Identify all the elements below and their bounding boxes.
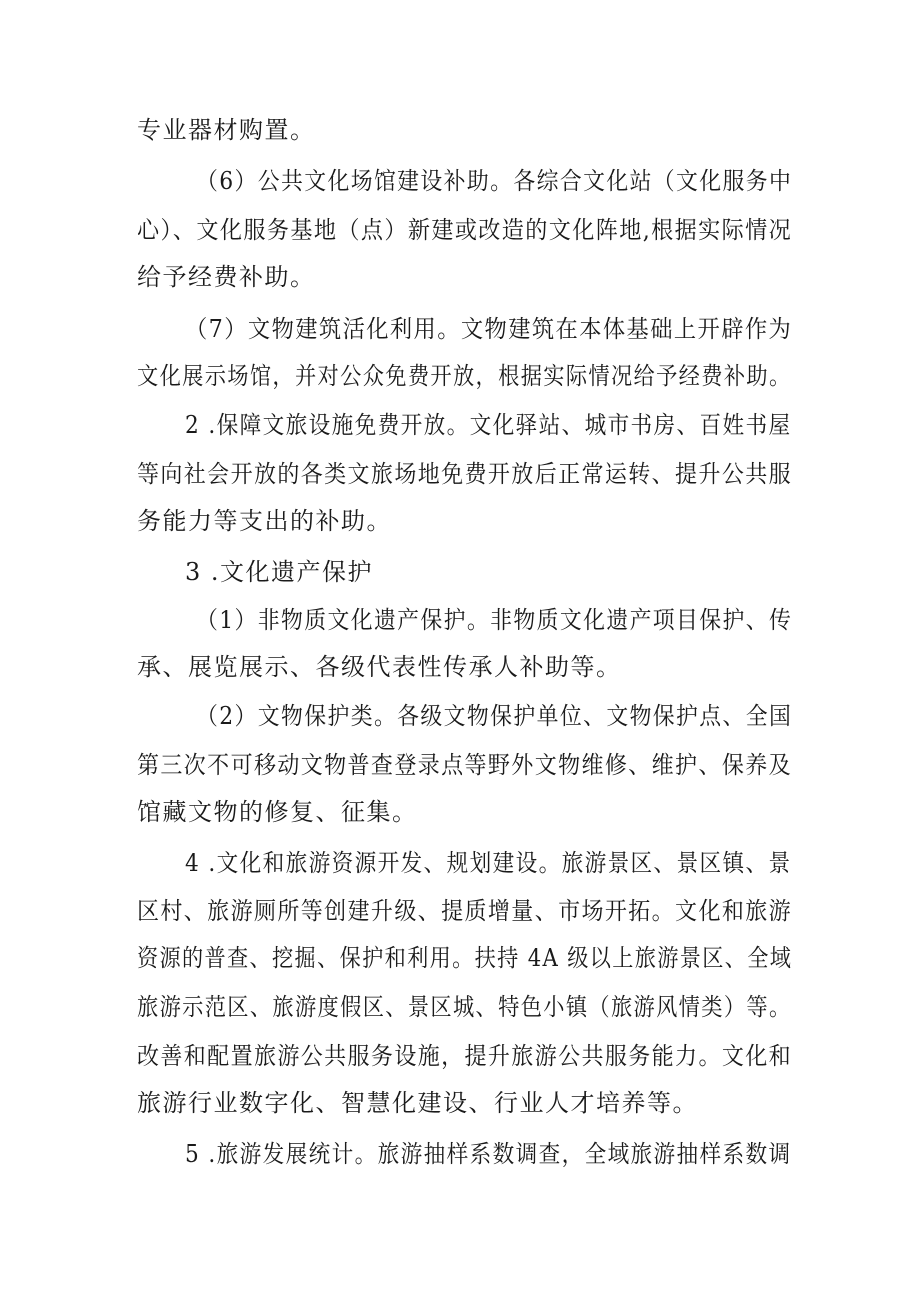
text-line: 改善和配置旅游公共服务设施，提升旅游公共服务能力。文化和 <box>137 1042 793 1070</box>
text-line: 等向社会开放的各类文旅场地免费开放后正常运转、提升公共服 <box>137 460 793 488</box>
text-line: 旅游行业数字化、智慧化建设、行业人才培养等。 <box>137 1089 698 1117</box>
text-line: （6）公共文化场馆建设补助。各综合文化站（文化服务中 <box>196 167 793 195</box>
text-line: 区村、旅游厕所等创建升级、提质增量、市场开拓。文化和旅游 <box>137 897 793 925</box>
text-line: （2）文物保护类。各级文物保护单位、文物保护点、全国 <box>196 702 793 730</box>
text-line: （7）文物建筑活化利用。文物建筑在本体基础上开辟作为 <box>185 315 793 343</box>
text-line: 3 .文化遗产保护 <box>185 558 374 586</box>
text-line: 第三次不可移动文物普查登录点等野外文物维修、维护、保养及 <box>137 751 793 779</box>
text-line: （1）非物质文化遗产保护。非物质文化遗产项目保护、传 <box>196 606 793 634</box>
text-line: 务能力等支出的补助。 <box>137 507 392 535</box>
text-line: 资源的普查、挖掘、保护和利用。扶持 4A 级以上旅游景区、全域 <box>137 944 793 972</box>
text-line: 5 .旅游发展统计。旅游抽样系数调查，全域旅游抽样系数调 <box>185 1140 792 1168</box>
text-line: 馆藏文物的修复、征集。 <box>137 798 418 826</box>
text-line: 专业器材购置。 <box>137 116 316 144</box>
text-line: 给予经费补助。 <box>137 263 316 291</box>
text-line: 旅游示范区、旅游度假区、景区城、特色小镇（旅游风情类）等。 <box>137 993 792 1021</box>
text-line: 心）、文化服务基地（点）新建或改造的文化阵地,根据实际情况 <box>137 216 793 244</box>
text-line: 文化展示场馆，并对公众免费开放，根据实际情况给予经费补助。 <box>137 362 792 390</box>
text-line: 2 .保障文旅设施免费开放。文化驿站、城市书房、百姓书屋 <box>185 411 792 439</box>
text-line: 4 .文化和旅游资源开发、规划建设。旅游景区、景区镇、景 <box>185 849 792 877</box>
text-line: 承、展览展示、各级代表性传承人补助等。 <box>137 653 622 681</box>
